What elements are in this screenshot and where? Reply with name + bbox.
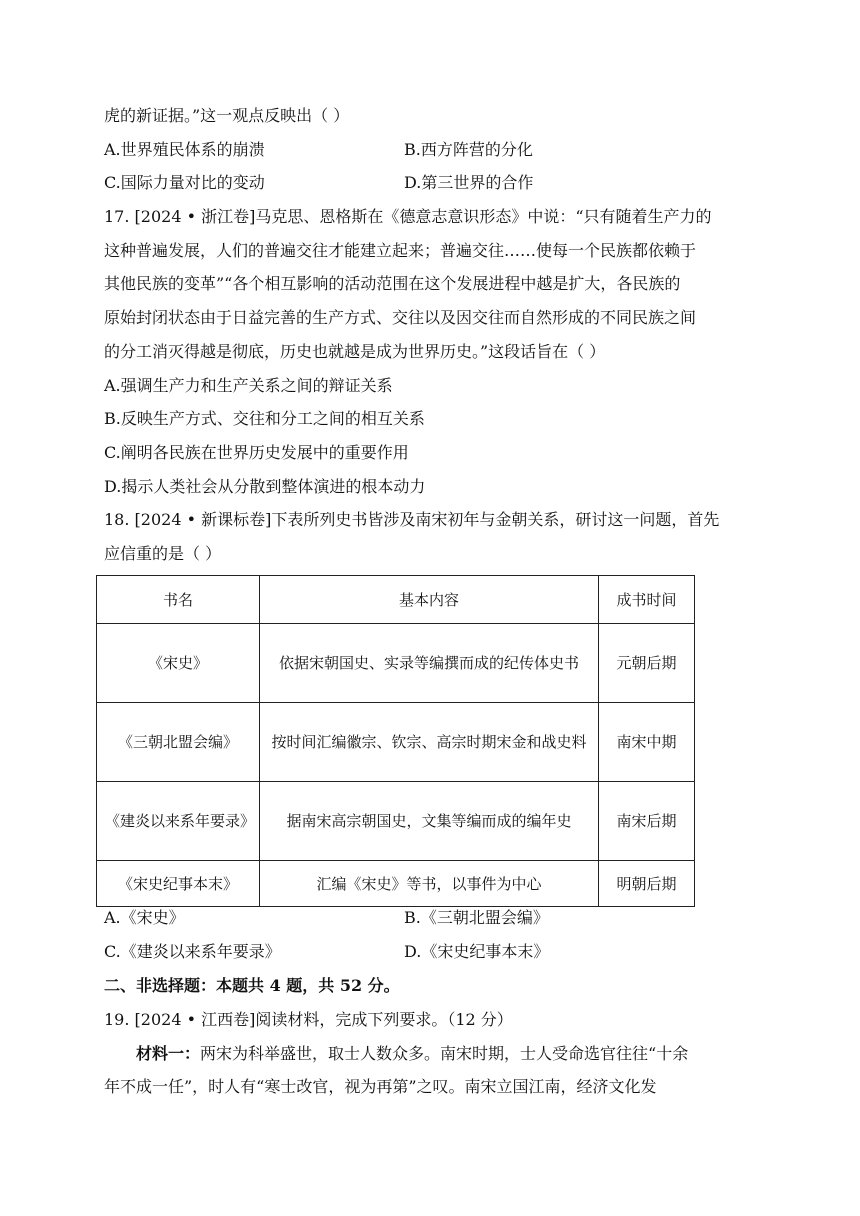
q17-option-c: C.阐明各民族在世界历史发展中的重要作用 <box>104 443 409 462</box>
table-row <box>97 703 695 782</box>
material-1-line-2: 年不成一任”，时人有“寒士改官，视为再第”之叹。南宋立国江南，经济文化发 <box>104 1077 657 1096</box>
table-header-cell: 成书时间 <box>599 576 695 624</box>
q16-option-d: D.第三世界的合作 <box>404 173 534 192</box>
q17-option-b: B.反映生产方式、交往和分工之间的相互关系 <box>104 409 425 428</box>
material-1-line-1 <box>136 1044 688 1064</box>
q16-option-b: B.西方阵营的分化 <box>404 140 533 159</box>
table-cell: 《宋史》 <box>97 624 260 703</box>
table-header-cell: 基本内容 <box>260 576 599 624</box>
table-cell: 南宋中期 <box>599 703 695 782</box>
table-cell: 按时间汇编徽宗、钦宗、高宗时期宋金和战史料 <box>260 703 599 782</box>
table-cell: 依据宋朝国史、实录等编撰而成的纪传体史书 <box>260 624 599 703</box>
q16-option-c: C.国际力量对比的变动 <box>104 173 265 192</box>
history-books-table <box>96 575 695 907</box>
table-cell: 《宋史纪事本末》 <box>97 861 260 907</box>
section-heading: 二、非选择题：本题共 4 题，共 52 分。 <box>104 976 400 995</box>
q17-stem-line-4: 原始封闭状态由于日益完善的生产方式、交往以及因交往而自然形成的不同民族之间 <box>104 308 697 327</box>
q17-stem-line-5: 的分工消灭得越是彻底，历史也就越是成为世界历史。”这段话旨在（ ） <box>104 342 606 361</box>
table-header-cell: 书名 <box>97 576 260 624</box>
table-row <box>97 782 695 861</box>
q16-option-a: A.世界殖民体系的崩溃 <box>104 140 265 159</box>
table-cell: 汇编《宋史》等书，以事件为中心 <box>260 861 599 907</box>
q17-stem-line-3: 其他民族的变革”“各个相互影响的活动范围在这个发展进程中越是扩大，各民族的 <box>104 274 681 293</box>
q17-stem-line-1: 17. [2024 • 浙江卷]马克思、恩格斯在《德意志意识形态》中说：“只有随着生产力的 <box>104 207 712 226</box>
q17-option-a: A.强调生产力和生产关系之间的辩证关系 <box>104 376 393 395</box>
q18-option-a: A.《宋史》 <box>104 908 185 927</box>
q18-stem-line-2: 应信重的是（ ） <box>104 544 222 563</box>
table-header-row <box>97 576 695 624</box>
table-cell: 《三朝北盟会编》 <box>97 703 260 782</box>
table-cell: 《建炎以来系年要录》 <box>97 782 260 861</box>
q17-option-d: D.揭示人类社会从分散到整体演进的根本动力 <box>104 477 426 496</box>
q18-option-d: D.《宋史纪事本末》 <box>404 942 550 961</box>
q17-stem-line-2: 这种普遍发展，人们的普遍交往才能建立起来；普遍交往……使每一个民族都依赖于 <box>104 241 697 260</box>
table-cell: 明朝后期 <box>599 861 695 907</box>
q18-option-b: B.《三朝北盟会编》 <box>404 908 549 927</box>
table-cell: 南宋后期 <box>599 782 695 861</box>
q19-stem: 19. [2024 • 江西卷]阅读材料，完成下列要求。（12 分） <box>104 1010 513 1029</box>
table-row <box>97 861 695 907</box>
table-cell: 元朝后期 <box>599 624 695 703</box>
table-cell: 据南宋高宗朝国史，文集等编而成的编年史 <box>260 782 599 861</box>
q16-stem-end: 虎的新证据。”这一观点反映出（ ） <box>104 106 350 125</box>
q18-stem-line-1: 18. [2024 • 新课标卷]下表所列史书皆涉及南宋初年与金朝关系，研讨这一问题，首先 <box>104 510 720 529</box>
q18-option-c: C.《建炎以来系年要录》 <box>104 942 281 961</box>
table-row <box>97 624 695 703</box>
material-1-text: 两宋为科举盛世，取士人数众多。南宋时期，士人受命选官往往“十余 <box>200 1044 689 1063</box>
material-1-label: 材料一： <box>136 1044 201 1063</box>
